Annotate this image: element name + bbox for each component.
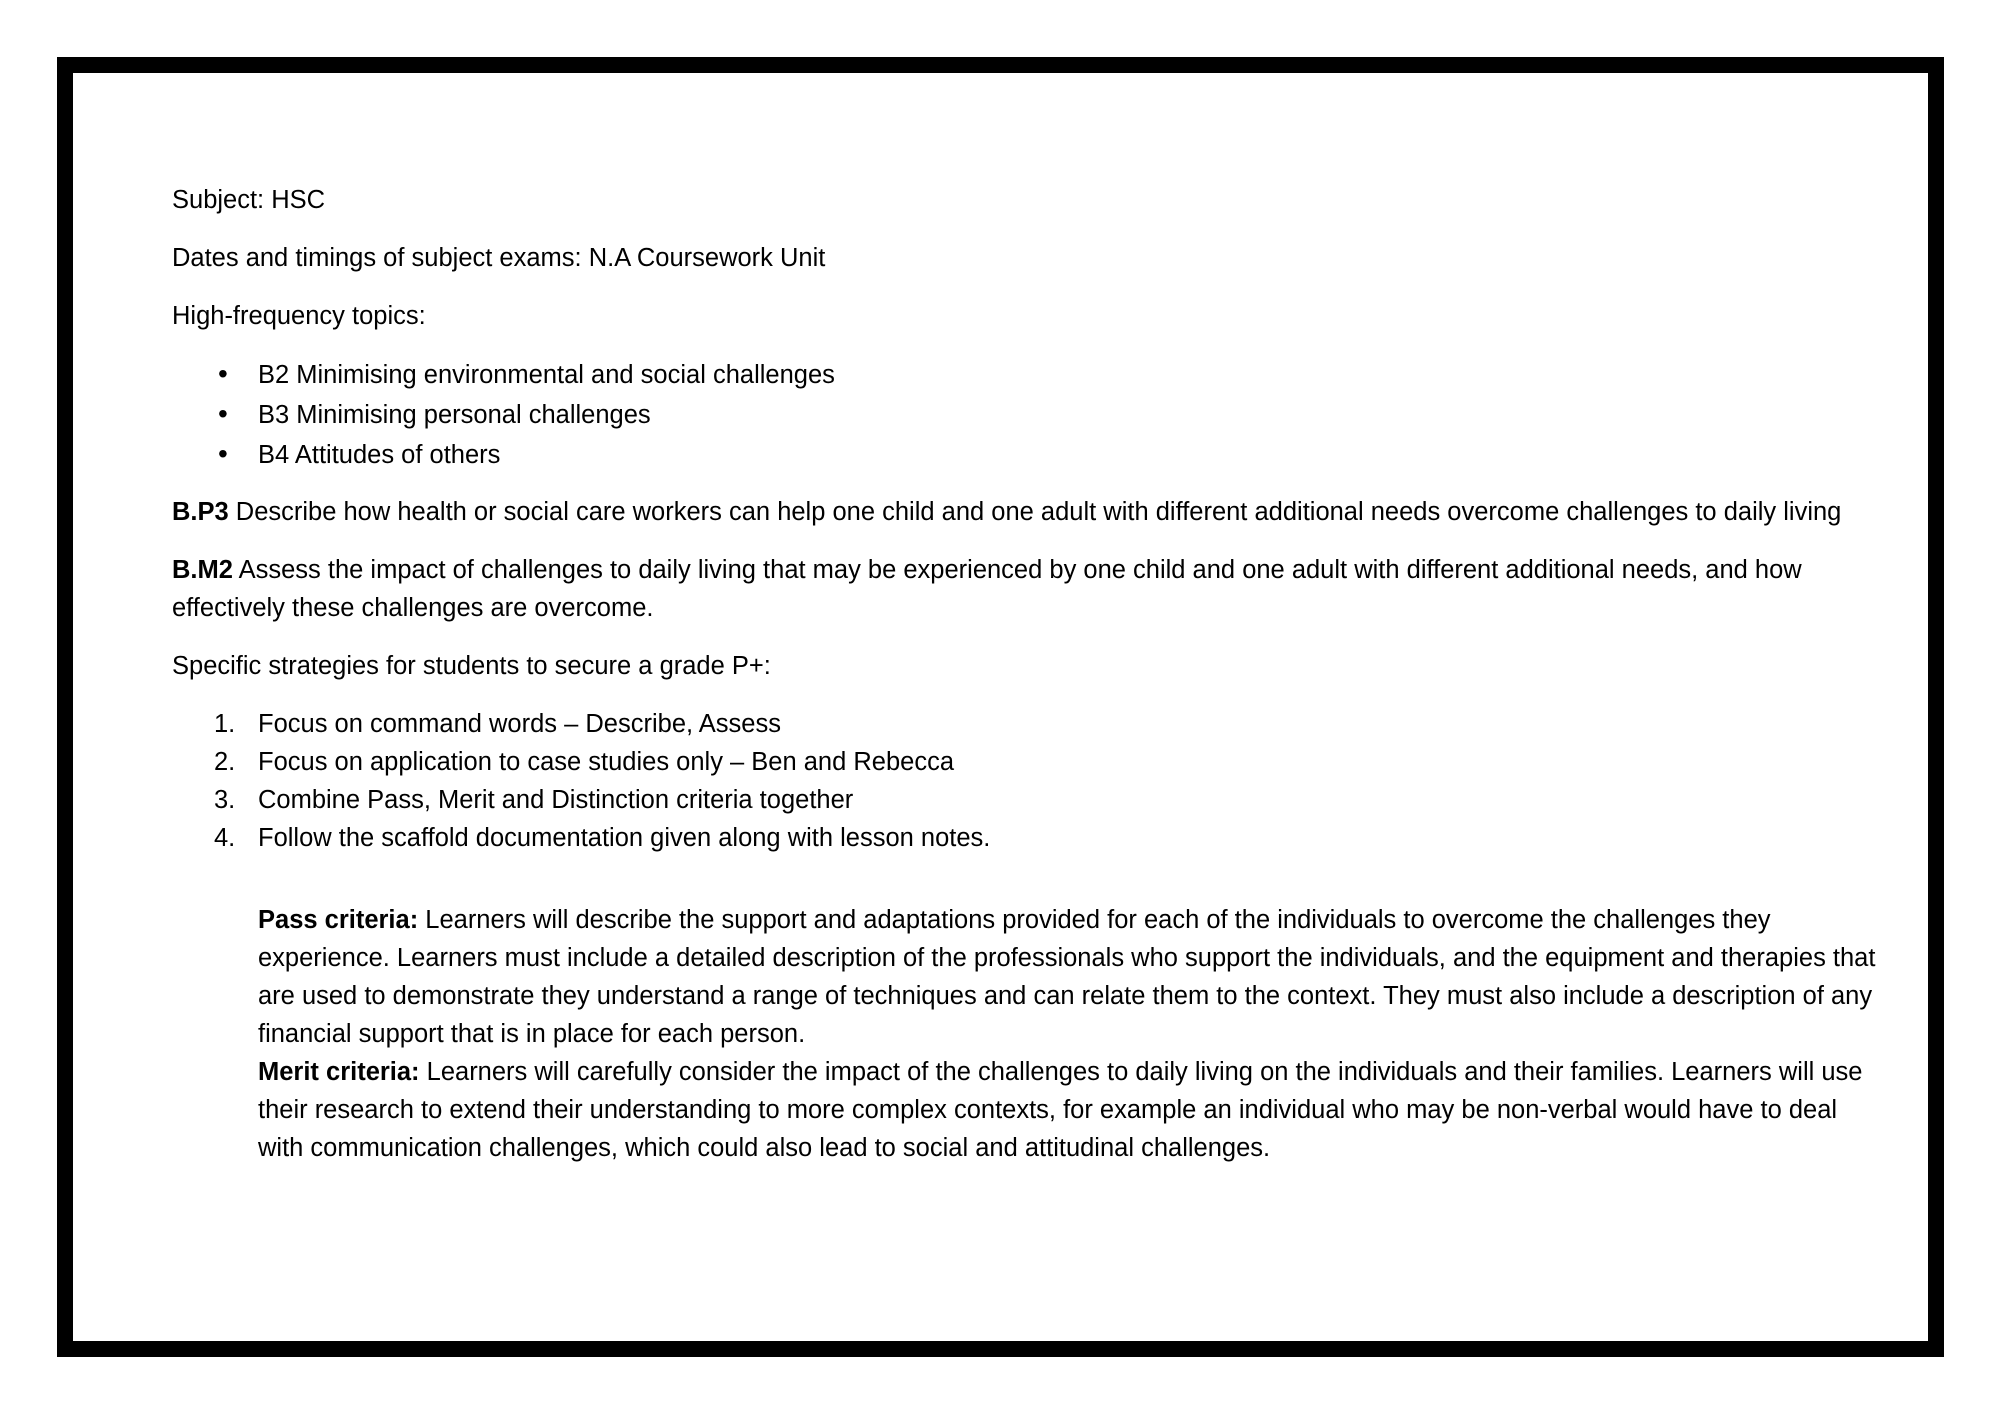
bm2-label: B.M2 <box>172 556 233 584</box>
pass-criteria-text: Learners will describe the support and adaptations provided for each of the individuals to overcome the challenges they experience. Learners must include a detailed description of the professionals who support the individuals, and the equipment and therapies that are used to demonstrate they understand a range of techniques and can relate them to the context. They must also include a description of any financial support that is in place for each person. <box>258 906 1876 1048</box>
bm2-text: Assess the impact of challenges to daily living that may be experienced by one child and one adult with different additional needs, and how effectively these challenges are overcome. <box>172 556 1802 622</box>
bp3-paragraph <box>172 493 1882 531</box>
subject-line: Subject: HSC <box>172 186 326 214</box>
merit-criteria-paragraph <box>258 1053 1882 1167</box>
pass-criteria-paragraph <box>258 901 1882 1053</box>
bullet-icon: • <box>218 438 228 469</box>
list-item <box>172 395 1882 435</box>
strategy-text: Focus on command words – Describe, Assess <box>258 710 781 738</box>
bullet-icon: • <box>218 358 228 389</box>
strategies-list <box>172 705 1882 857</box>
list-item <box>172 355 1882 395</box>
list-item <box>172 705 1882 743</box>
document-border-frame <box>57 57 1944 1357</box>
strategies-heading: Specific strategies for students to secure a grade P+: <box>172 652 771 680</box>
dates-line: Dates and timings of subject exams: N.A Coursework Unit <box>172 244 826 272</box>
strategy-text: Focus on application to case studies only – Ben and Rebecca <box>258 748 955 776</box>
merit-criteria-text: Learners will carefully consider the impact of the challenges to daily living on the individuals and their families. Learners will use their research to extend their understanding to more complex contexts, for example an individual who may be non-verbal would have to deal with communication challenges, which could also lead to social and attitudinal challenges. <box>258 1058 1863 1162</box>
bm2-paragraph <box>172 551 1882 627</box>
list-item <box>172 781 1882 819</box>
document-content <box>73 73 1928 1341</box>
strategy-text: Combine Pass, Merit and Distinction criteria together <box>258 786 854 814</box>
pass-criteria-label: Pass criteria: <box>258 906 419 934</box>
bullet-icon: • <box>218 398 228 429</box>
merit-criteria-label: Merit criteria: <box>258 1058 420 1086</box>
topic-text: B4 Attitudes of others <box>258 441 501 469</box>
topics-list <box>172 355 1882 475</box>
list-item <box>172 743 1882 781</box>
list-number: 2. <box>214 748 236 776</box>
list-number: 1. <box>214 710 236 738</box>
strategy-text: Follow the scaffold documentation given along with lesson notes. <box>258 824 991 852</box>
bp3-text: Describe how health or social care workers can help one child and one adult with different additional needs overcome challenges to daily living <box>228 498 1842 526</box>
topic-text: B2 Minimising environmental and social challenges <box>258 361 835 389</box>
criteria-block <box>258 901 1882 1167</box>
list-number: 4. <box>214 824 236 852</box>
list-number: 3. <box>214 786 236 814</box>
bp3-label: B.P3 <box>172 498 229 526</box>
topic-text: B3 Minimising personal challenges <box>258 401 651 429</box>
list-item <box>172 435 1882 475</box>
topics-heading: High-frequency topics: <box>172 302 426 330</box>
list-item <box>172 819 1882 857</box>
